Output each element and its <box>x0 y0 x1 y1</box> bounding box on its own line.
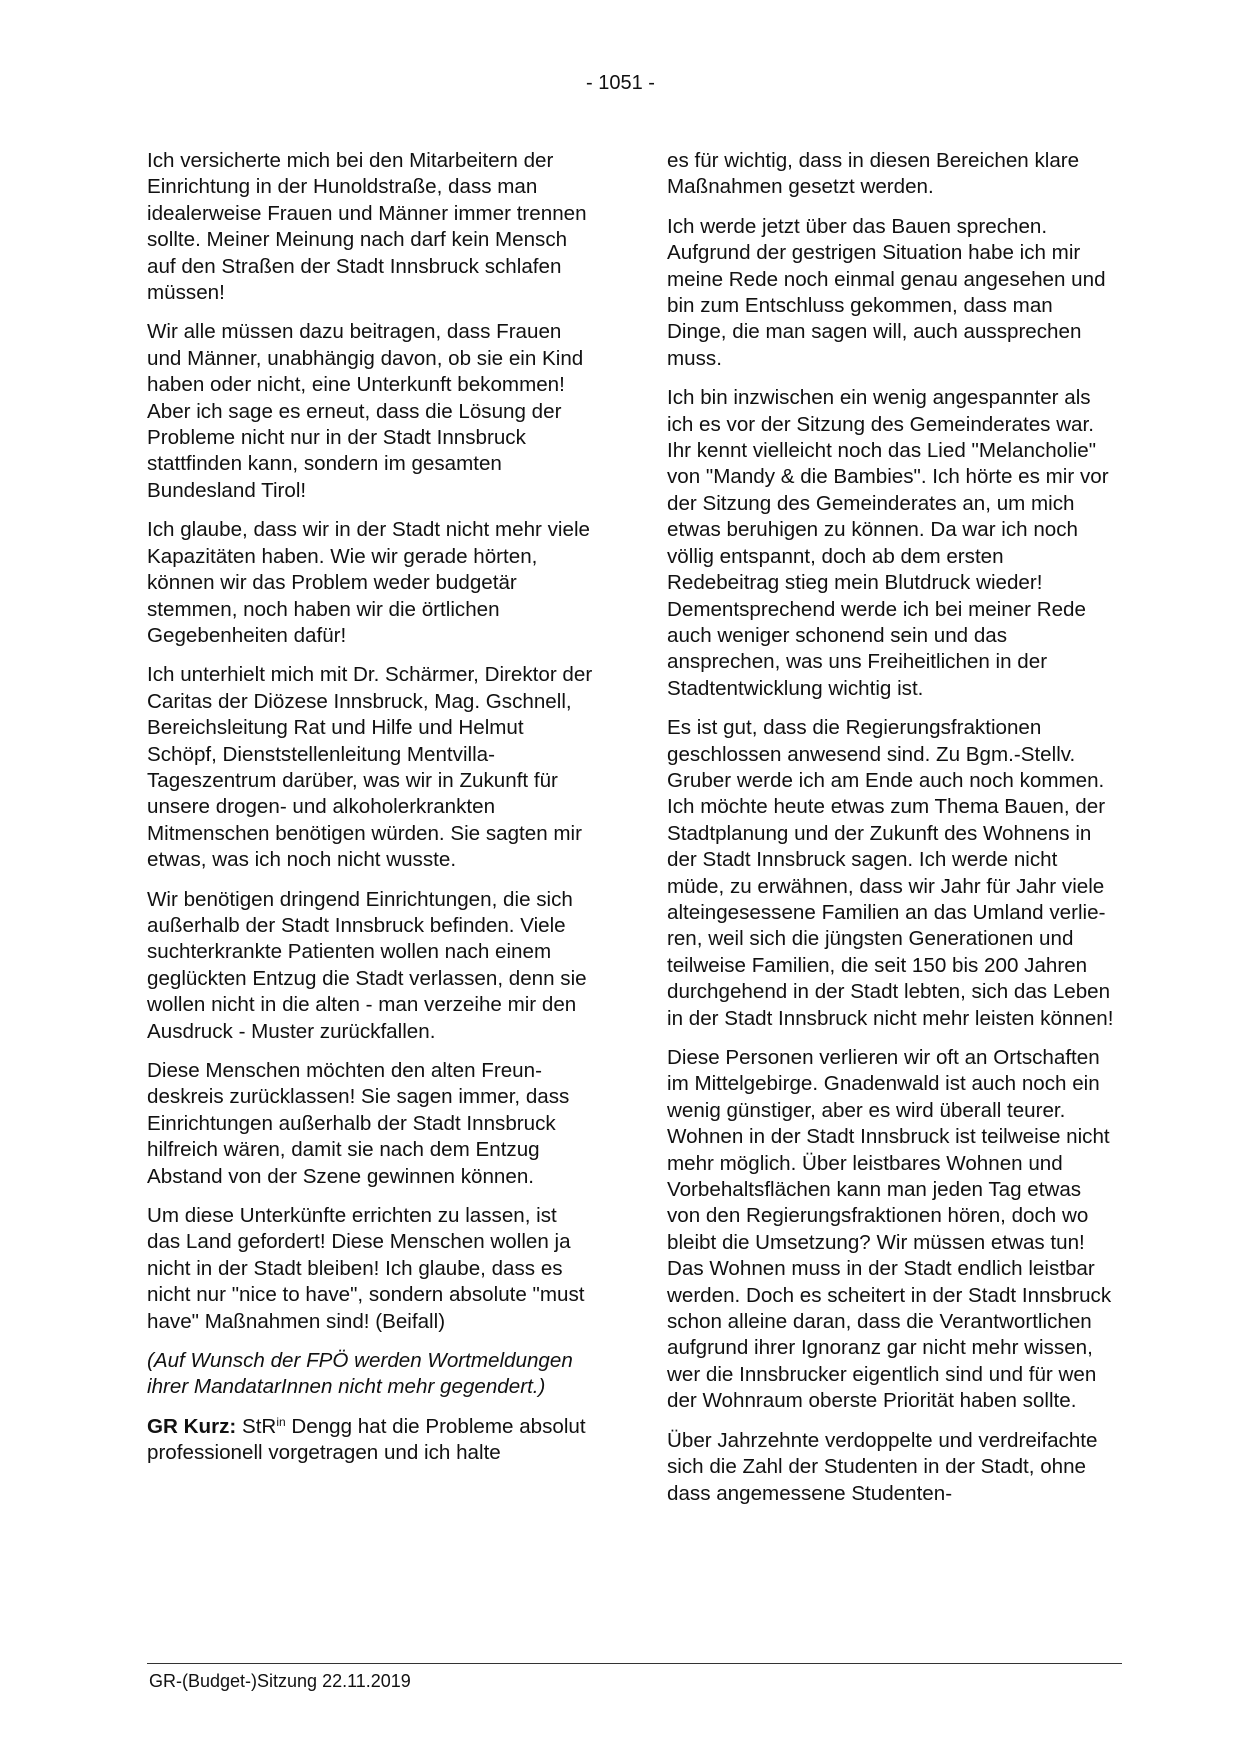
left-column <box>147 148 595 1480</box>
paragraph: Ich glaube, dass wir in der Stadt nicht mehr viele Kapazitäten haben. Wie wir gerade hörten, können wir das Problem weder budgetär stemmen, noch haben wir die örtlichen Gegebenheiten dafür! <box>147 518 590 647</box>
paragraph: Ich bin inzwischen ein wenig angespannter als ich es vor der Sitzung des Gemeinderates war. Ihr kennt vielleicht noch das Lied "Melancholie" von "Mandy & die Bambies". Ich hörte es mir vor der Sitzung des Gemeinderates an, um mich etwas beruhigen zu können. Da war ich noch völlig entspannt, doch ab dem ersten Redebeitrag stieg mein Blutdruck wieder! Dementsprechend werde ich bei meiner Rede auch weniger schonend sein und das ansprechen, was uns Freiheitlichen in der Stadtentwicklung wichtig ist. <box>667 386 1109 700</box>
footer-divider <box>147 1663 1122 1664</box>
paragraph: Wir benötigen dringend Einrichtungen, die sich außerhalb der Stadt Innsbruck befinden. Viele suchterkrankte Patienten wollen nach einem geglückten Entzug die Stadt verlassen, denn sie wollen nicht in die alten - man verzeihe mir den Ausdruck - Muster zurückfallen. <box>147 887 587 1043</box>
speech-paragraph <box>147 1414 595 1467</box>
paragraph: Ich werde jetzt über das Bauen sprechen. Aufgrund der gestrigen Situation habe ich mir meine Rede noch einmal genau angesehen und bin zum Entschluss gekommen, dass man Dinge, die man sagen will, auch aussprechen muss. <box>667 214 1106 370</box>
paragraph: Ich versicherte mich bei den Mitarbeitern der Einrichtung in der Hunoldstraße, dass man idealerweise Frauen und Männer immer trennen sollte. Meiner Meinung nach darf kein Mensch auf den Straßen der Stadt Innsbruck schlafen müssen! <box>147 149 587 305</box>
paragraph: Wir alle müssen dazu beitragen, dass Frauen und Männer, unabhängig davon, ob sie ein Kind haben oder nicht, eine Unterkunft bekommen! Aber ich sage es erneut, dass die Lösung der Probleme nicht nur in der Stadt Innsbruck stattfinden kann, sondern im gesamten Bundesland Tirol! <box>147 320 584 502</box>
paragraph: Diese Personen verlieren wir oft an Ortschaften im Mittelgebirge. Gnadenwald ist auch noch ein wenig günstiger, aber es wird überall teurer. Wohnen in der Stadt Innsbruck ist teilweise nicht mehr möglich. Über leistbares Wohnen und Vorbehaltsflächen kann man jeden Tag etwas von den Regierungsfraktionen hören, doch wo bleibt die Umsetzung? Wir müssen etwas tun! Das Wohnen muss in der Stadt endlich leistbar werden. Doch es scheitert in der Stadt Innsbruck schon alleine daran, dass die Verantwortlichen aufgrund ihrer Ignoranz gar nicht mehr wissen, wer die Innsbrucker eigentlich sind und für wen der Wohnraum oberste Priorität haben sollte. <box>667 1046 1112 1413</box>
page-number: - 1051 - <box>586 72 655 94</box>
speech-text: Dengg hat die Probleme absolut professionell vorgetragen und ich halte <box>147 1414 586 1465</box>
footer-session-label: GR-(Budget-)Sitzung 22.11.2019 <box>149 1671 411 1691</box>
title-superscript: in <box>276 1414 286 1429</box>
paragraph: Über Jahrzehnte verdoppelte und verdreifachte sich die Zahl der Studenten in der Stadt, ohne dass angemessene Studenten- <box>667 1428 1098 1505</box>
paragraph: Ich unterhielt mich mit Dr. Schärmer, Direktor der Caritas der Diözese Innsbruck, Mag. Gschnell, Bereichsleitung Rat und Hilfe und Helmut Schöpf, Dienststellenleitung Mentvilla-Tageszentrum darüber, was wir in Zukunft für unsere drogen- und alkoholerkrankten Mitmenschen benötigen würden. Sie sagten mir etwas, was ich noch nicht wusste. <box>147 663 593 872</box>
paragraph: Es ist gut, dass die Regierungsfraktionen geschlossen anwesend sind. Zu Bgm.-Stellv. Gruber werde ich am Ende auch noch kommen. Ich möchte heute etwas zum Thema Bauen, der Stadtplanung und der Zukunft des Wohnens in der Stadt Innsbruck sagen. Ich werde nicht müde, zu erwähnen, dass wir Jahr für Jahr viele alteingesessene Familien an das Umland verlieren, weil sich die jüngsten Generationen und teilweise Familien, die seit 150 bis 200 Jahren durchgehend in der Stadt lebten, sich das Leben in der Stadt Innsbruck nicht mehr leisten können! <box>667 716 1114 1030</box>
right-column <box>667 148 1115 1520</box>
editorial-note: (Auf Wunsch der FPÖ werden Wortmeldungen ihrer MandatarInnen nicht mehr gegendert.) <box>147 1349 573 1399</box>
speaker-name: GR Kurz: <box>147 1414 237 1438</box>
paragraph: es für wichtig, dass in diesen Bereichen klare Maßnahmen gesetzt werden. <box>667 149 1080 199</box>
speaker-reference: StR <box>241 1414 277 1438</box>
paragraph: Diese Menschen möchten den alten Freundeskreis zurücklassen! Sie sagen immer, dass Einrichtungen außerhalb der Stadt Innsbruck hilfreich wären, damit sie nach dem Entzug Abstand von der Szene gewinnen können. <box>147 1059 570 1188</box>
paragraph: Um diese Unterkünfte errichten zu lassen, ist das Land gefordert! Diese Menschen wollen ja nicht in der Stadt bleiben! Ich glaube, dass es nicht nur "nice to have", sondern absolute "must have" Maßnahmen sind! (Beifall) <box>147 1204 585 1333</box>
